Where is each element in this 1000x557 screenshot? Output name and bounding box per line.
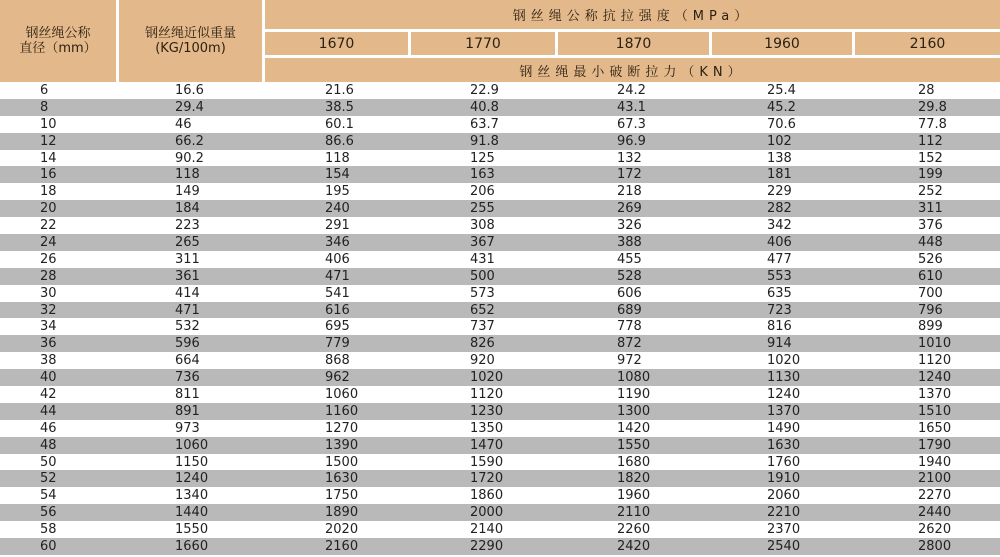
load-1960-cell: 342 (767, 218, 792, 234)
table-row (0, 99, 1000, 116)
table-row (0, 116, 1000, 133)
load-2160-cell: 2270 (918, 488, 952, 504)
weight-cell: 1660 (175, 539, 209, 555)
load-1770-cell: 308 (470, 218, 495, 234)
table-row (0, 251, 1000, 268)
load-1870-cell: 326 (617, 218, 642, 234)
load-1870-cell: 2110 (617, 505, 651, 521)
header-weight (119, 0, 262, 82)
load-2160-cell: 376 (918, 218, 943, 234)
load-1870-cell: 1960 (617, 488, 651, 504)
load-1960-cell: 45.2 (767, 99, 796, 115)
load-1960-cell: 816 (767, 319, 792, 335)
load-2160-cell: 899 (918, 319, 943, 335)
load-2160-cell: 2800 (918, 539, 952, 555)
grade-label: 2160 (909, 35, 946, 52)
weight-cell: 1340 (175, 488, 209, 504)
header-breaking-title (265, 58, 1000, 82)
load-1870-cell: 2260 (617, 522, 651, 538)
load-1770-cell: 2140 (470, 522, 504, 538)
table-row (0, 504, 1000, 521)
table-row (0, 470, 1000, 487)
load-1870-cell: 778 (617, 319, 642, 335)
load-1770-cell: 63.7 (470, 116, 499, 132)
load-1770-cell: 1230 (470, 403, 504, 419)
load-1670-cell: 868 (325, 353, 350, 369)
weight-cell: 596 (175, 336, 200, 352)
load-1960-cell: 1240 (767, 387, 801, 403)
diameter-cell: 6 (40, 83, 49, 98)
load-1670-cell: 1390 (325, 437, 359, 453)
table-row (0, 386, 1000, 403)
load-2160-cell: 252 (918, 184, 943, 200)
weight-cell: 891 (175, 403, 200, 419)
load-1870-cell: 455 (617, 251, 642, 267)
load-1870-cell: 24.2 (617, 83, 646, 98)
load-1770-cell: 431 (470, 251, 495, 267)
table-row (0, 133, 1000, 150)
load-1770-cell: 1860 (470, 488, 504, 504)
table-row (0, 82, 1000, 99)
table-row (0, 285, 1000, 302)
load-1770-cell: 1350 (470, 420, 504, 436)
load-1670-cell: 2160 (325, 539, 359, 555)
load-1770-cell: 1590 (470, 454, 504, 470)
load-2160-cell: 1240 (918, 370, 952, 386)
table-row (0, 352, 1000, 369)
load-1960-cell: 1490 (767, 420, 801, 436)
diameter-cell: 34 (40, 319, 57, 335)
load-2160-cell: 2100 (918, 471, 952, 487)
load-1770-cell: 255 (470, 201, 495, 217)
table-row (0, 268, 1000, 285)
load-1670-cell: 86.6 (325, 133, 354, 149)
header-grade-1960 (712, 32, 852, 55)
load-1770-cell: 1020 (470, 370, 504, 386)
weight-cell: 29.4 (175, 99, 204, 115)
load-1670-cell: 616 (325, 302, 350, 318)
weight-cell: 46 (175, 116, 192, 132)
load-1870-cell: 1680 (617, 454, 651, 470)
load-1960-cell: 635 (767, 285, 792, 301)
load-1770-cell: 573 (470, 285, 495, 301)
weight-cell: 736 (175, 370, 200, 386)
load-1770-cell: 91.8 (470, 133, 499, 149)
table-row (0, 403, 1000, 420)
load-1960-cell: 2370 (767, 522, 801, 538)
header-diameter (0, 0, 116, 82)
load-1670-cell: 2020 (325, 522, 359, 538)
load-1770-cell: 1120 (470, 387, 504, 403)
load-2160-cell: 700 (918, 285, 943, 301)
table-row (0, 521, 1000, 538)
load-1870-cell: 972 (617, 353, 642, 369)
table-row (0, 369, 1000, 386)
load-1670-cell: 38.5 (325, 99, 354, 115)
load-1870-cell: 2420 (617, 539, 651, 555)
load-1870-cell: 1420 (617, 420, 651, 436)
weight-cell: 1240 (175, 471, 209, 487)
diameter-cell: 24 (40, 235, 57, 251)
load-1960-cell: 2540 (767, 539, 801, 555)
load-2160-cell: 1010 (918, 336, 952, 352)
load-2160-cell: 610 (918, 268, 943, 284)
diameter-cell: 42 (40, 387, 57, 403)
load-1960-cell: 2210 (767, 505, 801, 521)
header-weight-label: 钢丝绳近似重量 (KG/100m) (144, 26, 236, 56)
diameter-cell: 52 (40, 471, 57, 487)
weight-cell: 532 (175, 319, 200, 335)
load-1770-cell: 1470 (470, 437, 504, 453)
table-body (0, 82, 1000, 555)
load-1670-cell: 1500 (325, 454, 359, 470)
table-row (0, 318, 1000, 335)
weight-cell: 361 (175, 268, 200, 284)
load-2160-cell: 1790 (918, 437, 952, 453)
load-1960-cell: 1760 (767, 454, 801, 470)
load-1770-cell: 2290 (470, 539, 504, 555)
load-1960-cell: 1370 (767, 403, 801, 419)
weight-cell: 184 (175, 201, 200, 217)
weight-cell: 118 (175, 167, 200, 183)
load-2160-cell: 112 (918, 133, 943, 149)
load-2160-cell: 77.8 (918, 116, 947, 132)
load-1670-cell: 779 (325, 336, 350, 352)
weight-cell: 265 (175, 235, 200, 251)
load-2160-cell: 152 (918, 150, 943, 166)
load-1960-cell: 102 (767, 133, 792, 149)
load-1870-cell: 172 (617, 167, 642, 183)
diameter-cell: 46 (40, 420, 57, 436)
diameter-cell: 22 (40, 218, 57, 234)
header-grade-2160 (855, 32, 1000, 55)
load-1670-cell: 695 (325, 319, 350, 335)
load-1670-cell: 195 (325, 184, 350, 200)
load-1670-cell: 406 (325, 251, 350, 267)
load-1670-cell: 60.1 (325, 116, 354, 132)
load-1670-cell: 471 (325, 268, 350, 284)
header-diameter-label: 钢丝绳公称 直径（mm） (19, 26, 97, 56)
diameter-cell: 16 (40, 167, 57, 183)
diameter-cell: 26 (40, 251, 57, 267)
load-1770-cell: 206 (470, 184, 495, 200)
load-1670-cell: 1270 (325, 420, 359, 436)
load-1670-cell: 118 (325, 150, 350, 166)
load-1670-cell: 291 (325, 218, 350, 234)
load-1960-cell: 2060 (767, 488, 801, 504)
load-1960-cell: 914 (767, 336, 792, 352)
load-1870-cell: 1300 (617, 403, 651, 419)
load-1670-cell: 1060 (325, 387, 359, 403)
weight-cell: 664 (175, 353, 200, 369)
load-1960-cell: 1630 (767, 437, 801, 453)
diameter-cell: 38 (40, 353, 57, 369)
load-1870-cell: 388 (617, 235, 642, 251)
load-2160-cell: 199 (918, 167, 943, 183)
weight-cell: 1440 (175, 505, 209, 521)
weight-cell: 149 (175, 184, 200, 200)
grade-label: 1870 (615, 35, 652, 52)
load-1770-cell: 826 (470, 336, 495, 352)
header-breaking-label: 钢丝绳最小破断拉力（KN） (519, 64, 746, 80)
load-1870-cell: 132 (617, 150, 642, 166)
load-2160-cell: 526 (918, 251, 943, 267)
diameter-cell: 36 (40, 336, 57, 352)
diameter-cell: 44 (40, 403, 57, 419)
header-strength-title (265, 0, 1000, 29)
load-1770-cell: 1720 (470, 471, 504, 487)
header-grade-1670 (265, 32, 408, 55)
load-1670-cell: 962 (325, 370, 350, 386)
header-grade-1870 (558, 32, 709, 55)
load-1960-cell: 138 (767, 150, 792, 166)
load-1870-cell: 1080 (617, 370, 651, 386)
table-row (0, 437, 1000, 454)
diameter-cell: 58 (40, 522, 57, 538)
table-row (0, 302, 1000, 319)
load-1870-cell: 96.9 (617, 133, 646, 149)
weight-cell: 471 (175, 302, 200, 318)
grade-label: 1670 (318, 35, 355, 52)
load-1670-cell: 1890 (325, 505, 359, 521)
weight-cell: 16.6 (175, 83, 204, 98)
load-1960-cell: 70.6 (767, 116, 796, 132)
weight-cell: 811 (175, 387, 200, 403)
load-2160-cell: 1650 (918, 420, 952, 436)
load-1670-cell: 1160 (325, 403, 359, 419)
table-row (0, 454, 1000, 471)
load-1960-cell: 406 (767, 235, 792, 251)
load-1770-cell: 367 (470, 235, 495, 251)
diameter-cell: 30 (40, 285, 57, 301)
load-1870-cell: 218 (617, 184, 642, 200)
load-1670-cell: 1630 (325, 471, 359, 487)
load-1770-cell: 163 (470, 167, 495, 183)
load-1870-cell: 689 (617, 302, 642, 318)
diameter-cell: 8 (40, 99, 49, 115)
table-row (0, 487, 1000, 504)
diameter-cell: 56 (40, 505, 57, 521)
load-2160-cell: 1940 (918, 454, 952, 470)
load-1870-cell: 67.3 (617, 116, 646, 132)
table-row (0, 335, 1000, 352)
load-1770-cell: 125 (470, 150, 495, 166)
weight-cell: 1550 (175, 522, 209, 538)
load-1770-cell: 40.8 (470, 99, 499, 115)
load-1870-cell: 872 (617, 336, 642, 352)
table-row (0, 217, 1000, 234)
load-2160-cell: 311 (918, 201, 943, 217)
load-1870-cell: 606 (617, 285, 642, 301)
load-1770-cell: 22.9 (470, 83, 499, 98)
diameter-cell: 14 (40, 150, 57, 166)
load-1870-cell: 1820 (617, 471, 651, 487)
header-grade-1770 (411, 32, 555, 55)
diameter-cell: 50 (40, 454, 57, 470)
diameter-cell: 20 (40, 201, 57, 217)
load-2160-cell: 1120 (918, 353, 952, 369)
load-1960-cell: 181 (767, 167, 792, 183)
grade-label: 1770 (465, 35, 501, 52)
table-row (0, 234, 1000, 251)
load-1870-cell: 43.1 (617, 99, 646, 115)
table-row (0, 150, 1000, 167)
load-2160-cell: 448 (918, 235, 943, 251)
diameter-cell: 32 (40, 302, 57, 318)
load-1960-cell: 1130 (767, 370, 801, 386)
diameter-cell: 10 (40, 116, 57, 132)
load-1960-cell: 1910 (767, 471, 801, 487)
table-row (0, 538, 1000, 555)
load-1960-cell: 229 (767, 184, 792, 200)
load-1870-cell: 528 (617, 268, 642, 284)
header-strength-label: 钢丝绳公称抗拉强度（MPa） (512, 9, 753, 24)
weight-cell: 223 (175, 218, 200, 234)
weight-cell: 1150 (175, 454, 209, 470)
load-2160-cell: 2620 (918, 522, 952, 538)
load-1870-cell: 1550 (617, 437, 651, 453)
diameter-cell: 54 (40, 488, 57, 504)
load-1960-cell: 1020 (767, 353, 801, 369)
load-1770-cell: 2000 (470, 505, 504, 521)
load-2160-cell: 28 (918, 83, 935, 98)
load-1960-cell: 723 (767, 302, 792, 318)
load-1770-cell: 920 (470, 353, 495, 369)
load-2160-cell: 29.8 (918, 99, 947, 115)
load-1770-cell: 652 (470, 302, 495, 318)
load-1670-cell: 346 (325, 235, 350, 251)
load-2160-cell: 2440 (918, 505, 952, 521)
diameter-cell: 60 (40, 539, 57, 555)
load-2160-cell: 796 (918, 302, 943, 318)
load-1960-cell: 477 (767, 251, 792, 267)
load-1670-cell: 240 (325, 201, 350, 217)
load-2160-cell: 1370 (918, 387, 952, 403)
diameter-cell: 12 (40, 133, 57, 149)
load-1670-cell: 541 (325, 285, 350, 301)
diameter-cell: 28 (40, 268, 57, 284)
weight-cell: 90.2 (175, 150, 204, 166)
load-1670-cell: 1750 (325, 488, 359, 504)
load-1670-cell: 154 (325, 167, 350, 183)
grade-label: 1960 (764, 35, 800, 52)
diameter-cell: 40 (40, 370, 57, 386)
load-1770-cell: 500 (470, 268, 495, 284)
diameter-cell: 48 (40, 437, 57, 453)
weight-cell: 1060 (175, 437, 209, 453)
load-1960-cell: 553 (767, 268, 792, 284)
load-1870-cell: 269 (617, 201, 642, 217)
table-row (0, 166, 1000, 183)
diameter-cell: 18 (40, 184, 57, 200)
weight-cell: 973 (175, 420, 200, 436)
weight-cell: 414 (175, 285, 200, 301)
weight-cell: 66.2 (175, 133, 204, 149)
table-row (0, 200, 1000, 217)
load-1960-cell: 282 (767, 201, 792, 217)
load-1670-cell: 21.6 (325, 83, 354, 98)
table-row (0, 420, 1000, 437)
load-2160-cell: 1510 (918, 403, 952, 419)
load-1960-cell: 25.4 (767, 83, 796, 98)
load-1870-cell: 1190 (617, 387, 651, 403)
load-1770-cell: 737 (470, 319, 495, 335)
table-row (0, 183, 1000, 200)
weight-cell: 311 (175, 251, 200, 267)
